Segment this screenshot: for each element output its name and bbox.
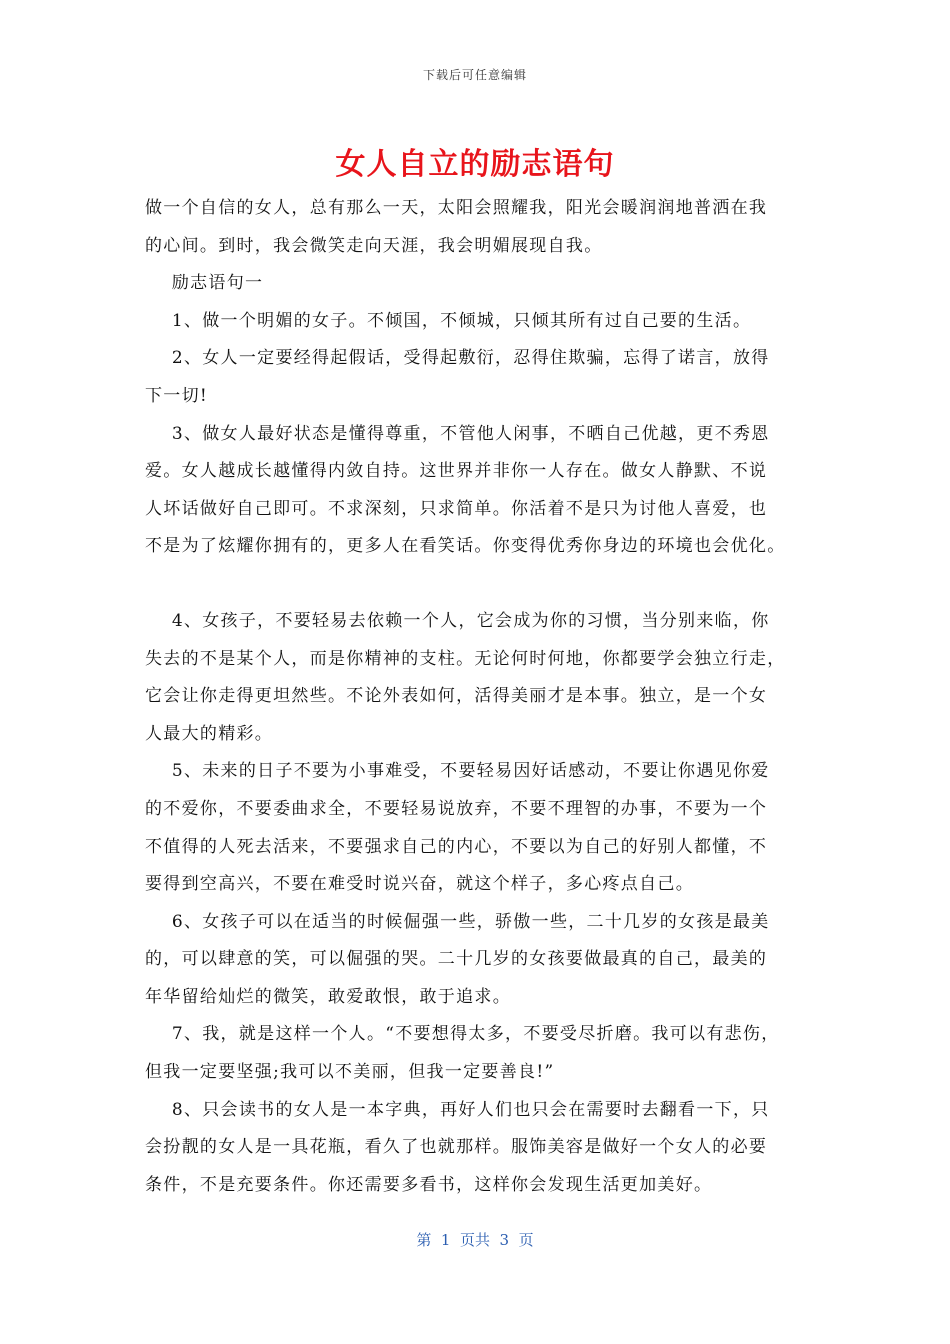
document-body — [145, 190, 805, 1204]
paragraph-item-3: 3、做女人最好状态是懂得尊重，不管他人闲事，不晒自己优越，更不秀恩 爱。女人越成长越懂得内敛自持。这世界并非你一人存在。做女人静默、不说 人坏话做好自己即可。不求深刻，只求简单。你活着不是只为讨他人喜爱，也 不是为了炫耀你拥有的，更多人在看笑话。你变得优秀你身边的环境也会优化。 — [145, 423, 786, 557]
paragraph-intro: 做一个自信的女人，总有那么一天，太阳会照耀我，阳光会暖润润地普洒在我 的心间。到时，我会微笑走向天涯，我会明媚展现自我。 — [145, 198, 768, 256]
paragraph-item-7: 7、我，就是这样一个人。“不要想得太多，不要受尽折磨。我可以有悲伤， 但我一定要坚强;我可以不美丽，但我一定要善良!” — [145, 1024, 780, 1083]
paragraph-section-heading: 励志语句一 — [145, 273, 264, 294]
paragraph-item-1: 1、做一个明媚的女子。不倾国，不倾城，只倾其所有过自己要的生活。 — [145, 310, 752, 331]
page-header-note: 下载后可任意编辑 — [422, 68, 527, 82]
paragraph-item-4: 4、女孩子，不要轻易去依赖一个人，它会成为你的习惯，当分别来临，你 失去的不是某个人，而是你精神的支柱。无论何时何地，你都要学会独立行走， 它会让你走得更坦然些。不论外表如何，活得美丽才是本事。独立，是一个女 人最大的精彩。 — [145, 610, 786, 744]
paragraph-item-8: 8、只会读书的女人是一本字典，再好人们也只会在需要时去翻看一下，只 会扮靓的女人是一具花瓶，看久了也就那样。服饰美容是做好一个女人的必要 条件，不是充要条件。你还需要多看书，这样你会发现生活更加美好。 — [145, 1099, 770, 1195]
paragraph-item-6: 6、女孩子可以在适当的时候倔强一些，骄傲一些，二十几岁的女孩是最美 的，可以肆意的笑，可以倔强的哭。二十几岁的女孩要做最真的自己，最美的 年华留给灿烂的微笑，敢爱敢恨，敢于追求。 — [145, 911, 770, 1007]
paragraph-item-5: 5、未来的日子不要为小事难受，不要轻易因好话感动，不要让你遇见你爱 的不爱你，不要委曲求全，不要轻易说放弃，不要不理智的办事，不要为一个 不值得的人死去活来，不要强求自己的内心，不要以为自己的好别人都懂，不 要得到空高兴，不要在难受时说兴奋，就这个样子，多心疼点自己。 — [145, 761, 770, 895]
page-number-footer: 第 1 页共 3 页 — [416, 1231, 534, 1249]
document-title: 女人自立的励志语句 — [335, 147, 615, 182]
paragraph-item-2: 2、女人一定要经得起假话，受得起敷衍，忍得住欺骗，忘得了诺言，放得 下一切! — [145, 348, 770, 406]
